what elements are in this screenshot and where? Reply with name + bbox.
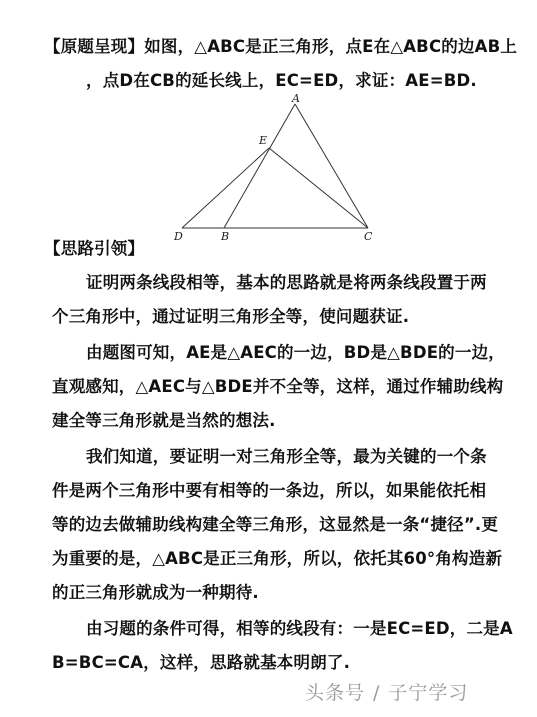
segment-ec <box>269 148 368 228</box>
paragraph-line: 件是两个三角形中要有相等的一条边，所以，如果能依托相 <box>52 481 487 500</box>
section-heading: 【思路引领】 <box>44 239 145 258</box>
paragraph-line: 直观感知，△AEC与△BDE并不全等，这样，通过作辅助线构 <box>52 377 504 396</box>
label-d: D <box>174 230 183 243</box>
triangle-diagram <box>168 92 388 244</box>
segment-ab <box>224 104 295 228</box>
segment-ed <box>182 148 269 228</box>
paragraph-line: 由题图可知，AE是△AEC的一边，BD是△BDE的一边， <box>86 343 505 362</box>
paragraph-line: 建全等三角形就是当然的想法. <box>52 411 276 430</box>
paragraph-line: B=BC=CA，这样，思路就基本明朗了. <box>52 653 351 672</box>
paragraph-line: 为重要的是，△ABC是正三角形，所以，依托其60°角构造新 <box>52 549 503 568</box>
intro-line-2: ，点D在CB的延长线上，EC=ED，求证：AE=BD. <box>86 71 477 90</box>
paragraph-line: 等的边去做辅助线构建全等三角形，这显然是一条“捷径”.更 <box>52 515 499 534</box>
label-b: B <box>221 230 230 243</box>
geometry-figure <box>168 92 388 244</box>
paragraph-line: 证明两条线段相等，基本的思路就是将两条线段置于两 <box>86 273 487 292</box>
segment-ac <box>295 104 368 228</box>
paragraph-line: 我们知道，要证明一对三角形全等，最为关键的一个条 <box>86 447 487 466</box>
intro-line-1: 【原题呈现】如图，△ABC是正三角形，点E在△ABC的边AB上 <box>44 37 518 56</box>
paragraph-line: 由习题的条件可得，相等的线段有：一是EC=ED，二是A <box>86 619 513 638</box>
watermark-slash: / <box>373 682 381 704</box>
label-e: E <box>259 134 268 147</box>
paragraph-line: 个三角形中，通过证明三角形全等，使问题获证. <box>52 307 410 326</box>
label-c: C <box>364 230 373 243</box>
paragraph-line: 的正三角形就成为一种期待. <box>52 583 259 602</box>
watermark-author: 子宁学习 <box>388 682 469 704</box>
watermark-source: 头条号 <box>305 682 366 704</box>
watermark <box>305 678 468 705</box>
label-a: A <box>292 92 300 105</box>
